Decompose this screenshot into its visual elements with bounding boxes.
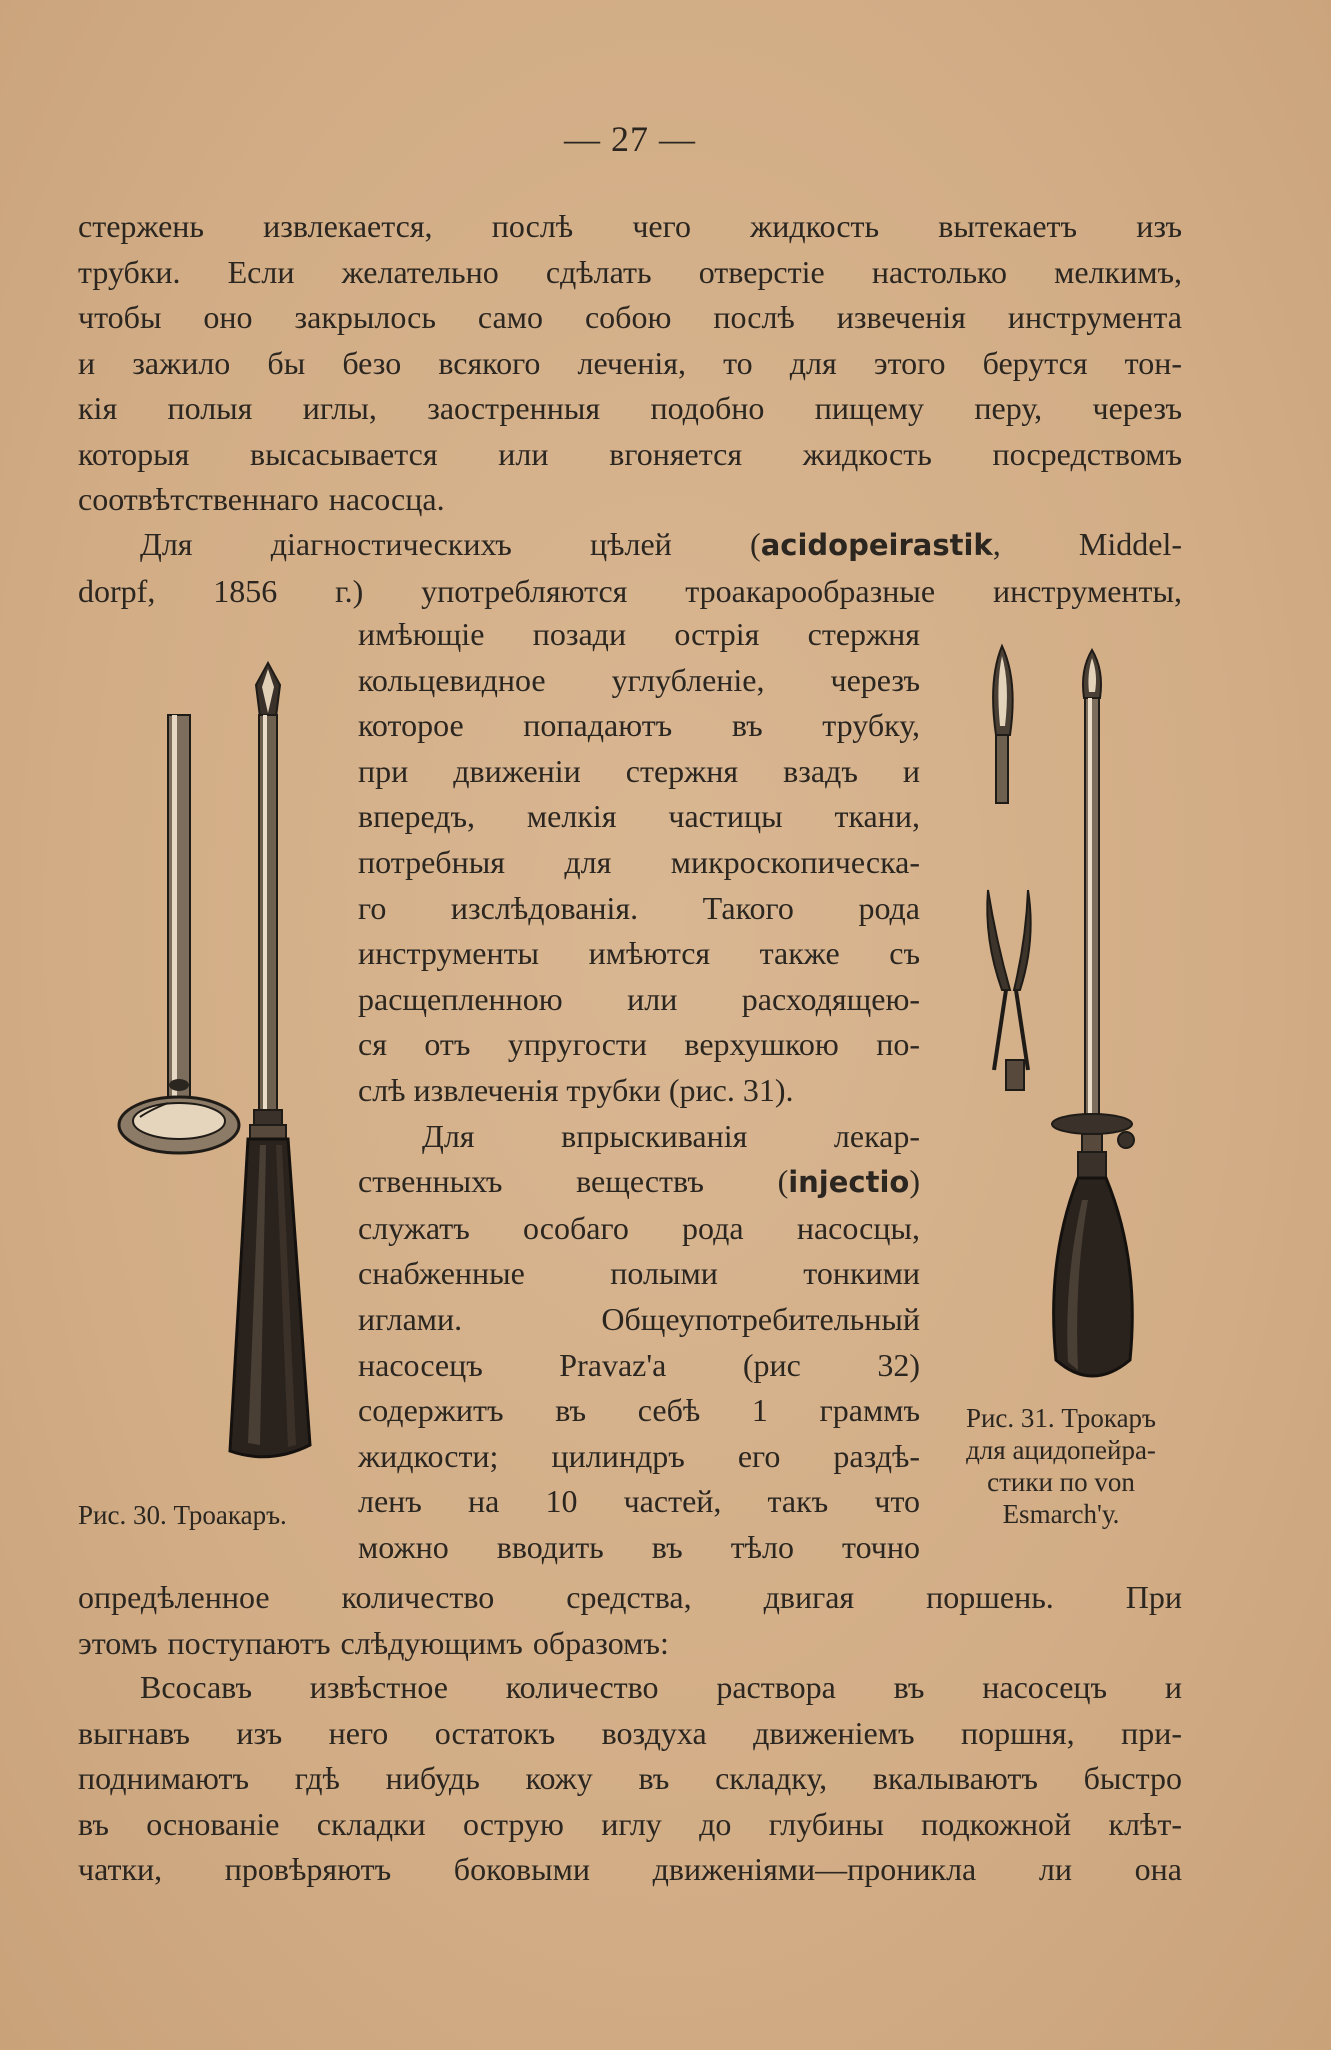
text-line: инструменты имѣются также съ (358, 935, 920, 972)
latin-term: injectio (788, 1165, 910, 1200)
text-column (358, 612, 920, 1570)
text-line: содержитъ въ себѣ 1 граммъ (358, 1392, 920, 1429)
text-line: трубки. Если желательно сдѣлать отверстіе настолько мелкимъ, (78, 253, 1182, 290)
caption-line: стики по von (987, 1467, 1135, 1497)
text-line: соотвѣтственнаго насосца. (78, 481, 445, 517)
text-line: иглами. Общеупотребительный (358, 1300, 920, 1337)
paragraph-2 (78, 522, 1182, 614)
text-line: го изслѣдованія. Такого рода (358, 889, 920, 926)
text-line (78, 522, 1182, 569)
text-line: стержень извлекается, послѣ чего жидкость вытекаетъ изъ (78, 208, 1182, 244)
text-line: можно вводить въ тѣло точно (358, 1528, 920, 1565)
text-line: снабженные полыми тонкими (358, 1255, 920, 1292)
paragraph-4 (78, 1575, 1182, 1666)
text-line: ленъ на 10 частей, такъ что (358, 1483, 920, 1520)
page-number: — 27 — (564, 119, 696, 159)
text-line: слѣ извлеченія трубки (рис. 31). (358, 1071, 794, 1108)
text-run: ) (909, 1163, 920, 1200)
caption-line: Esmarch'у. (1002, 1499, 1120, 1529)
text-line: насосецъ Pravaz'а (рис 32) (358, 1346, 920, 1383)
text-line: расщепленною или расходящею- (358, 980, 920, 1017)
text-line: чтобы оно закрылось само собою послѣ извеченія инструмента (78, 299, 1182, 335)
text-line: которое попадаютъ въ трубку, (358, 707, 920, 744)
text-line: въ основаніе складки острую иглу до глубины подкожной клѣт- (78, 1805, 1182, 1842)
caption-line: Рис. 31. Трокаръ (965, 1403, 1157, 1433)
text-line: служатъ особаго рода насосцы, (358, 1209, 920, 1246)
text-line: Всосавъ извѣстное количество раствора въ насосецъ и (140, 1669, 1182, 1705)
text-line (358, 1159, 920, 1206)
text-line: кольцевидное углубленіе, черезъ (358, 661, 920, 698)
paragraph-5 (78, 1665, 1182, 1893)
figure-31-trocar-illustration (970, 640, 1170, 1400)
text-line: чатки, провѣряютъ боковыми движеніями—проникла ли она (78, 1851, 1182, 1887)
text-line: и зажило бы безо всякого леченія, то для этого берутся тон- (78, 344, 1182, 381)
text-line: кія полыя иглы, заостренныя подобно пищему перу, черезъ (78, 390, 1182, 426)
text-line: Для впрыскиванія лекар- (422, 1117, 920, 1154)
text-line: опредѣленное количество средства, двигая поршень. При (78, 1579, 1182, 1615)
figure-30-trocar-illustration (110, 655, 340, 1465)
latin-term: acidopeirastik (760, 528, 993, 562)
caption-line: для ацидопейра- (966, 1435, 1156, 1465)
figure-31-caption (930, 1402, 1192, 1530)
paragraph-1 (78, 204, 1182, 523)
text-line: поднимаютъ гдѣ нибудь кожу въ складку, вкалываютъ быстро (78, 1760, 1182, 1796)
text-line: потребныя для микроскопическа- (358, 843, 920, 880)
text-run: Для діагностическихъ цѣлей ( (140, 526, 761, 562)
text-line: которыя высасывается или вгоняется жидкость посредствомъ (78, 435, 1182, 472)
text-line: при движеніи стержня взадъ и (358, 752, 920, 789)
text-run: , Middel- (992, 526, 1183, 562)
text-line: dorpf, 1856 г.) употребляются троакарообразные инструменты, (78, 572, 1182, 609)
text-line: впередъ, мелкія частицы ткани, (358, 798, 920, 835)
text-run: ственныхъ веществъ ( (358, 1163, 789, 1200)
text-line: этомъ поступаютъ слѣдующимъ образомъ: (78, 1624, 669, 1661)
text-line: ся отъ упругости верхушкою по- (358, 1026, 920, 1063)
text-line: жидкости; цилиндръ его раздѣ- (358, 1437, 920, 1474)
text-line: выгнавъ изъ него остатокъ воздуха движеніемъ поршня, при- (78, 1714, 1182, 1751)
figure-30-caption: Рис. 30. Троакаръ. (78, 1500, 287, 1530)
text-line: имѣющіе позади острія стержня (358, 616, 920, 652)
